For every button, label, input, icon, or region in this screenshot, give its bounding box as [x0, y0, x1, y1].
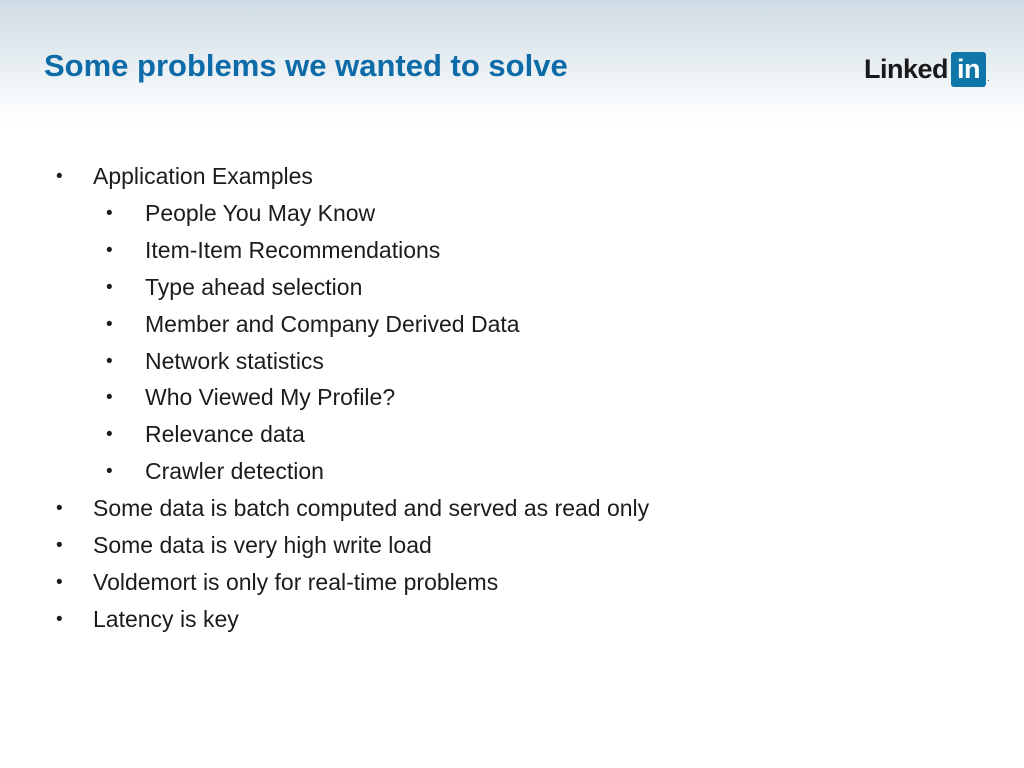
bullet-text: Who Viewed My Profile? — [145, 384, 396, 410]
sub-bullet-item — [0, 416, 1024, 453]
bullet-dot-icon: • — [56, 498, 63, 519]
sub-bullet-item — [0, 269, 1024, 306]
bullet-dot-icon: • — [106, 203, 113, 224]
sub-bullet-item — [0, 453, 1024, 490]
bullet-text: Type ahead selection — [145, 274, 363, 300]
bullet-text: Application Examples — [93, 163, 313, 189]
logo-trademark-dot: . — [987, 73, 990, 84]
bullet-item — [0, 527, 1024, 564]
bullet-text: Some data is batch computed and served as read only — [93, 495, 650, 521]
bullet-dot-icon: • — [106, 240, 113, 261]
sub-bullet-item — [0, 343, 1024, 380]
bullet-dot-icon: • — [106, 351, 113, 372]
sub-bullet-item — [0, 232, 1024, 269]
bullet-dot-icon: • — [56, 166, 63, 187]
bullet-text: People You May Know — [145, 200, 376, 226]
logo-in-box: in — [951, 52, 986, 87]
bullet-text: Voldemort is only for real-time problems — [93, 569, 499, 595]
bullet-text: Some data is very high write load — [93, 532, 432, 558]
logo-word: Linked — [864, 53, 949, 84]
slide-title: Some problems we wanted to solve — [44, 48, 568, 83]
bullet-text: Relevance data — [145, 421, 305, 447]
bullet-text: Member and Company Derived Data — [145, 311, 520, 337]
bullet-text: Crawler detection — [145, 458, 324, 484]
bullet-item — [0, 158, 1024, 195]
bullet-text: Network statistics — [145, 348, 324, 374]
bullet-dot-icon: • — [106, 424, 113, 445]
bullet-dot-icon: • — [106, 461, 113, 482]
bullet-item — [0, 564, 1024, 601]
bullet-dot-icon: • — [106, 314, 113, 335]
bullet-dot-icon: • — [56, 535, 63, 556]
bullet-dot-icon: • — [56, 572, 63, 593]
bullet-dot-icon: • — [106, 277, 113, 298]
bullet-text: Latency is key — [93, 606, 239, 632]
sub-bullet-item — [0, 306, 1024, 343]
bullet-text: Item-Item Recommendations — [145, 237, 441, 263]
sub-bullet-item — [0, 195, 1024, 232]
bullet-item — [0, 601, 1024, 638]
bullet-item — [0, 490, 1024, 527]
sub-bullet-item — [0, 379, 1024, 416]
bullet-dot-icon: • — [106, 387, 113, 408]
bullet-dot-icon: • — [56, 609, 63, 630]
linkedin-logo — [864, 50, 990, 88]
